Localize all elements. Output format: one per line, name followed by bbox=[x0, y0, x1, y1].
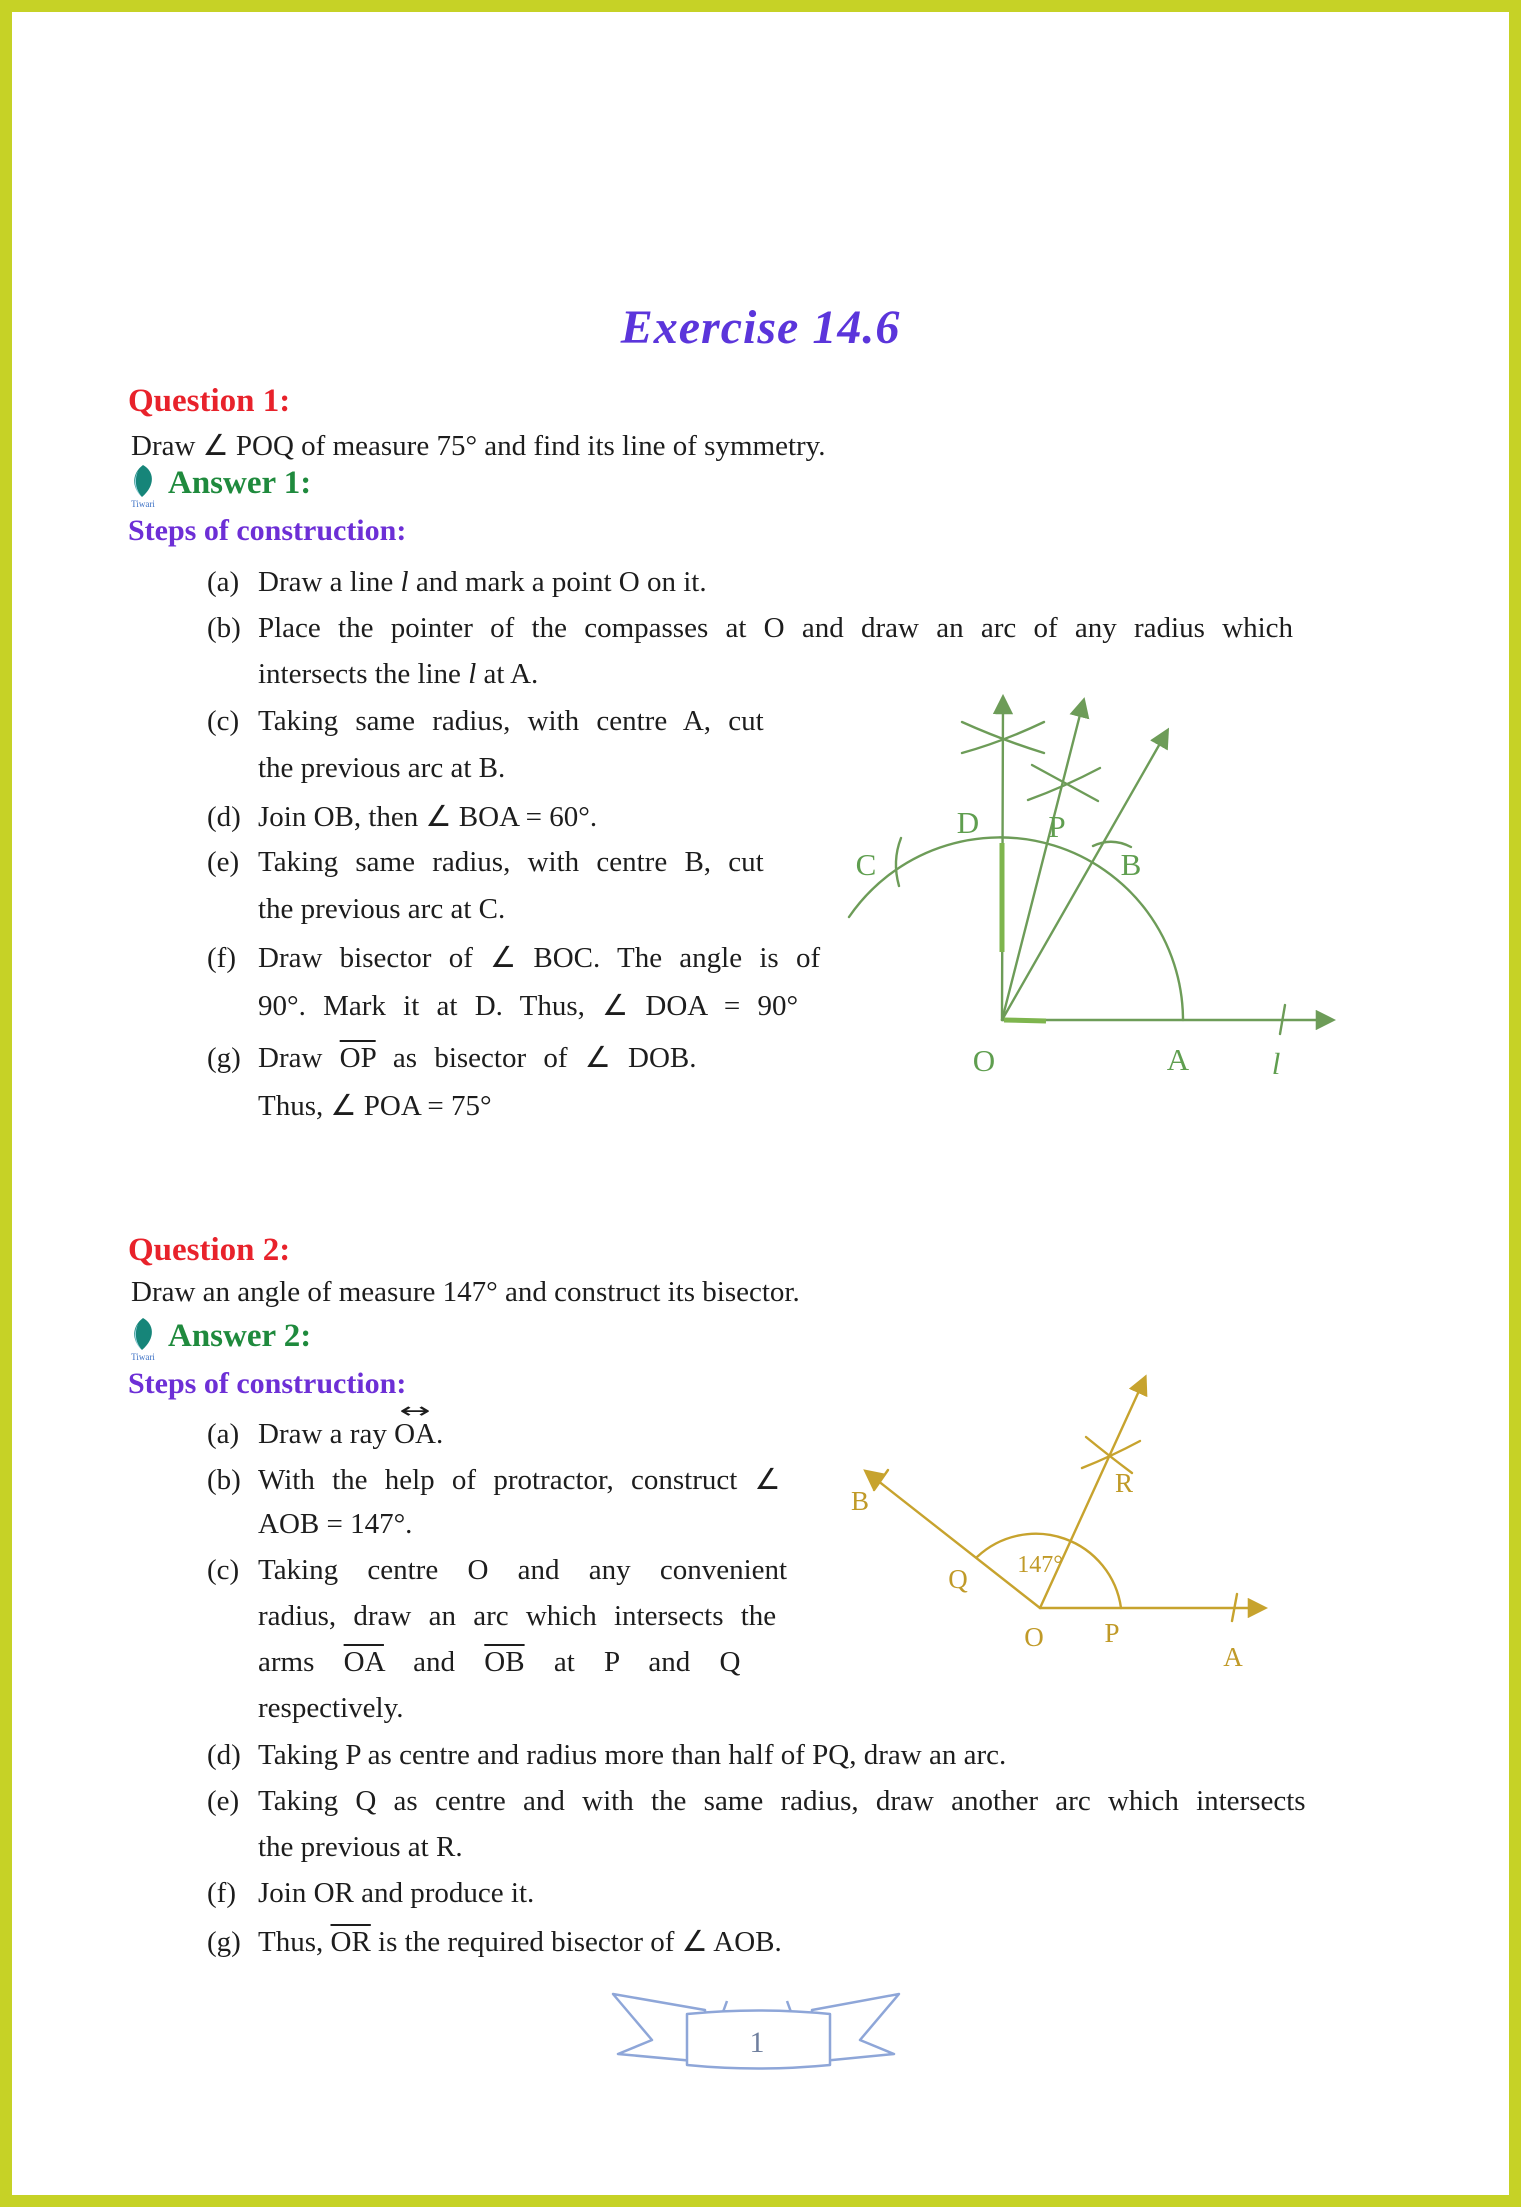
q1-step-f-line1 bbox=[207, 940, 820, 975]
ray-OA-highlight bbox=[1004, 1020, 1046, 1021]
point-label-C: C bbox=[855, 847, 877, 882]
point-label-O: O bbox=[1024, 1622, 1044, 1652]
step-text: Thus, ∠ POA = 75° bbox=[258, 1090, 492, 1122]
question2-heading: Question 2: bbox=[128, 1232, 291, 1268]
q1-step-c-line1 bbox=[207, 705, 764, 738]
tiwari-academy-logo-icon bbox=[126, 463, 160, 509]
question2-text: Draw an angle of measure 147° and construct its bisector. bbox=[131, 1276, 800, 1308]
step-text: Draw a line bbox=[258, 566, 401, 598]
q1-step-g-line2 bbox=[258, 1088, 492, 1123]
step-label: (a) bbox=[207, 566, 240, 598]
step-text: at P and Q bbox=[524, 1646, 741, 1678]
step-text: Taking Q as centre and with the same radius, draw another arc which intersects bbox=[258, 1785, 1306, 1817]
cross-mark-R bbox=[1082, 1441, 1140, 1468]
q1-step-d bbox=[207, 799, 597, 834]
q2-step-e-line2 bbox=[258, 1831, 463, 1864]
q2-step-b-line1 bbox=[207, 1462, 781, 1497]
ray-OP bbox=[1002, 703, 1083, 1020]
step-label: (b) bbox=[207, 1464, 241, 1496]
step-text: radius, draw an arc which intersects the bbox=[258, 1600, 777, 1632]
step-text-italic: l bbox=[400, 566, 409, 598]
q1-step-c-line2 bbox=[258, 752, 505, 785]
step-text: arms bbox=[258, 1646, 344, 1678]
line-label-l: l bbox=[1271, 1046, 1281, 1081]
q2-step-e-line1 bbox=[207, 1785, 1306, 1818]
point-label-O: O bbox=[972, 1043, 996, 1078]
angle-value-label: 147° bbox=[1017, 1552, 1063, 1578]
q1-step-e-line2 bbox=[258, 893, 505, 926]
segment-OR-overline: $\overline{OR}$ bbox=[330, 1926, 371, 1958]
q1-construction-figure bbox=[840, 655, 1410, 1105]
logo-caption: Tiwari bbox=[131, 1352, 155, 1362]
q1-figure-labels bbox=[856, 805, 1281, 1081]
segment-OA-overline: $\overline{OA}$ bbox=[343, 1646, 384, 1678]
q2-step-d bbox=[207, 1739, 1006, 1772]
q2-step-c-line1 bbox=[207, 1554, 787, 1587]
answer2-heading: Answer 2: bbox=[168, 1318, 312, 1354]
step-label: (e) bbox=[207, 846, 240, 878]
q2-figure-labels bbox=[851, 1468, 1243, 1672]
step-text: Taking same radius, with centre A, cut bbox=[258, 705, 764, 737]
step-text: the previous at R. bbox=[258, 1831, 463, 1863]
step-label: (f) bbox=[207, 942, 236, 974]
step-text: and bbox=[383, 1646, 485, 1678]
ray-letters: OA bbox=[394, 1418, 436, 1450]
step-text-italic: l bbox=[468, 658, 477, 690]
step-text: and mark a point O on it. bbox=[408, 566, 707, 598]
step-text: is the required bisector of ∠ AOB. bbox=[370, 1926, 782, 1958]
step-label: (b) bbox=[207, 612, 241, 644]
step-text: AOB = 147°. bbox=[258, 1508, 413, 1540]
point-label-P: P bbox=[1048, 809, 1066, 844]
step-text: Taking same radius, with centre B, cut bbox=[258, 846, 764, 878]
point-label-D: D bbox=[956, 805, 980, 840]
step-label: (d) bbox=[207, 1739, 241, 1771]
step-label: (c) bbox=[207, 1554, 240, 1586]
step-text: Join OB, then ∠ BOA = 60°. bbox=[258, 801, 598, 833]
point-label-A: A bbox=[1166, 1042, 1190, 1077]
q2-step-c-line4 bbox=[258, 1692, 403, 1725]
step-text: Taking centre O and any convenient bbox=[258, 1554, 788, 1586]
point-label-Q: Q bbox=[948, 1564, 968, 1594]
ray-arrow-accent: ↔ bbox=[399, 1399, 431, 1424]
question1-text: Draw ∠ POQ of measure 75° and find its line of symmetry. bbox=[131, 430, 826, 462]
q2-step-b-line2 bbox=[258, 1508, 412, 1541]
q2-step-c-line2 bbox=[258, 1600, 776, 1633]
step-label: (e) bbox=[207, 1785, 240, 1817]
point-label-R: R bbox=[1114, 1468, 1134, 1498]
step-text: 90°. Mark it at D. Thus, ∠ DOA = 90° bbox=[258, 990, 799, 1022]
step-text: Draw a ray bbox=[258, 1418, 395, 1450]
q2-step-f bbox=[207, 1877, 534, 1910]
step-text: . bbox=[435, 1418, 444, 1450]
ray-notation-OA bbox=[394, 1399, 436, 1451]
step-text: at A. bbox=[476, 658, 539, 690]
q1-figure-strokes bbox=[849, 700, 1330, 1034]
question1-heading: Question 1: bbox=[128, 383, 291, 419]
step-label: (g) bbox=[207, 1042, 241, 1074]
q1-step-a bbox=[207, 566, 707, 599]
q2-steps-heading: Steps of construction: bbox=[128, 1367, 407, 1400]
step-text: Join OR and produce it. bbox=[258, 1877, 535, 1909]
segment-OP-overline: $\overline{OP}$ bbox=[339, 1042, 376, 1074]
step-text: Draw bbox=[258, 1042, 340, 1074]
step-text: Taking P as centre and radius more than half of PQ, draw an arc. bbox=[258, 1739, 1007, 1771]
q2-step-c-line3 bbox=[258, 1646, 740, 1679]
page-title: Exercise 14.6 bbox=[620, 301, 901, 354]
point-label-B: B bbox=[1120, 847, 1142, 882]
q1-step-g-line1 bbox=[207, 1040, 697, 1075]
q1-step-e-line1 bbox=[207, 846, 764, 879]
q2-construction-figure bbox=[820, 1358, 1410, 1680]
point-label-B: B bbox=[850, 1486, 870, 1516]
tick-mark-C bbox=[896, 838, 901, 886]
step-label: (f) bbox=[207, 1877, 236, 1909]
tiwari-academy-logo-icon bbox=[126, 1316, 160, 1362]
step-text: as bisector of ∠ DOB. bbox=[375, 1042, 697, 1074]
step-label: (a) bbox=[207, 1418, 240, 1450]
q2-step-a bbox=[207, 1399, 444, 1451]
step-text: the previous arc at C. bbox=[258, 893, 506, 925]
page-number: 1 bbox=[749, 2026, 765, 2059]
logo-caption: Tiwari bbox=[131, 499, 155, 509]
step-text: respectively. bbox=[258, 1692, 404, 1724]
step-text: the previous arc at B. bbox=[258, 752, 506, 784]
q1-steps-heading: Steps of construction: bbox=[128, 514, 407, 547]
point-label-A: A bbox=[1223, 1642, 1243, 1672]
q1-step-b-line1 bbox=[207, 612, 1293, 645]
step-label: (d) bbox=[207, 801, 241, 833]
step-label: (g) bbox=[207, 1926, 241, 1958]
segment-OB-overline: $\overline{OB}$ bbox=[484, 1646, 525, 1678]
q2-figure-strokes bbox=[868, 1380, 1262, 1621]
answer1-heading: Answer 1: bbox=[168, 465, 312, 501]
step-text: With the help of protractor, construct ∠ bbox=[258, 1464, 781, 1496]
step-text: Draw bisector of ∠ BOC. The angle is of bbox=[258, 942, 821, 974]
q2-step-g bbox=[207, 1924, 782, 1959]
step-text: Thus, bbox=[258, 1926, 331, 1958]
step-text: Place the pointer of the compasses at O and draw an arc of any radius which bbox=[258, 612, 1293, 644]
page-number-banner bbox=[600, 1985, 930, 2085]
q1-step-f-line2 bbox=[258, 988, 798, 1023]
step-label: (c) bbox=[207, 705, 240, 737]
point-label-P: P bbox=[1104, 1618, 1120, 1648]
step-text: intersects the line bbox=[258, 658, 469, 690]
q1-step-b-line2 bbox=[258, 658, 538, 691]
